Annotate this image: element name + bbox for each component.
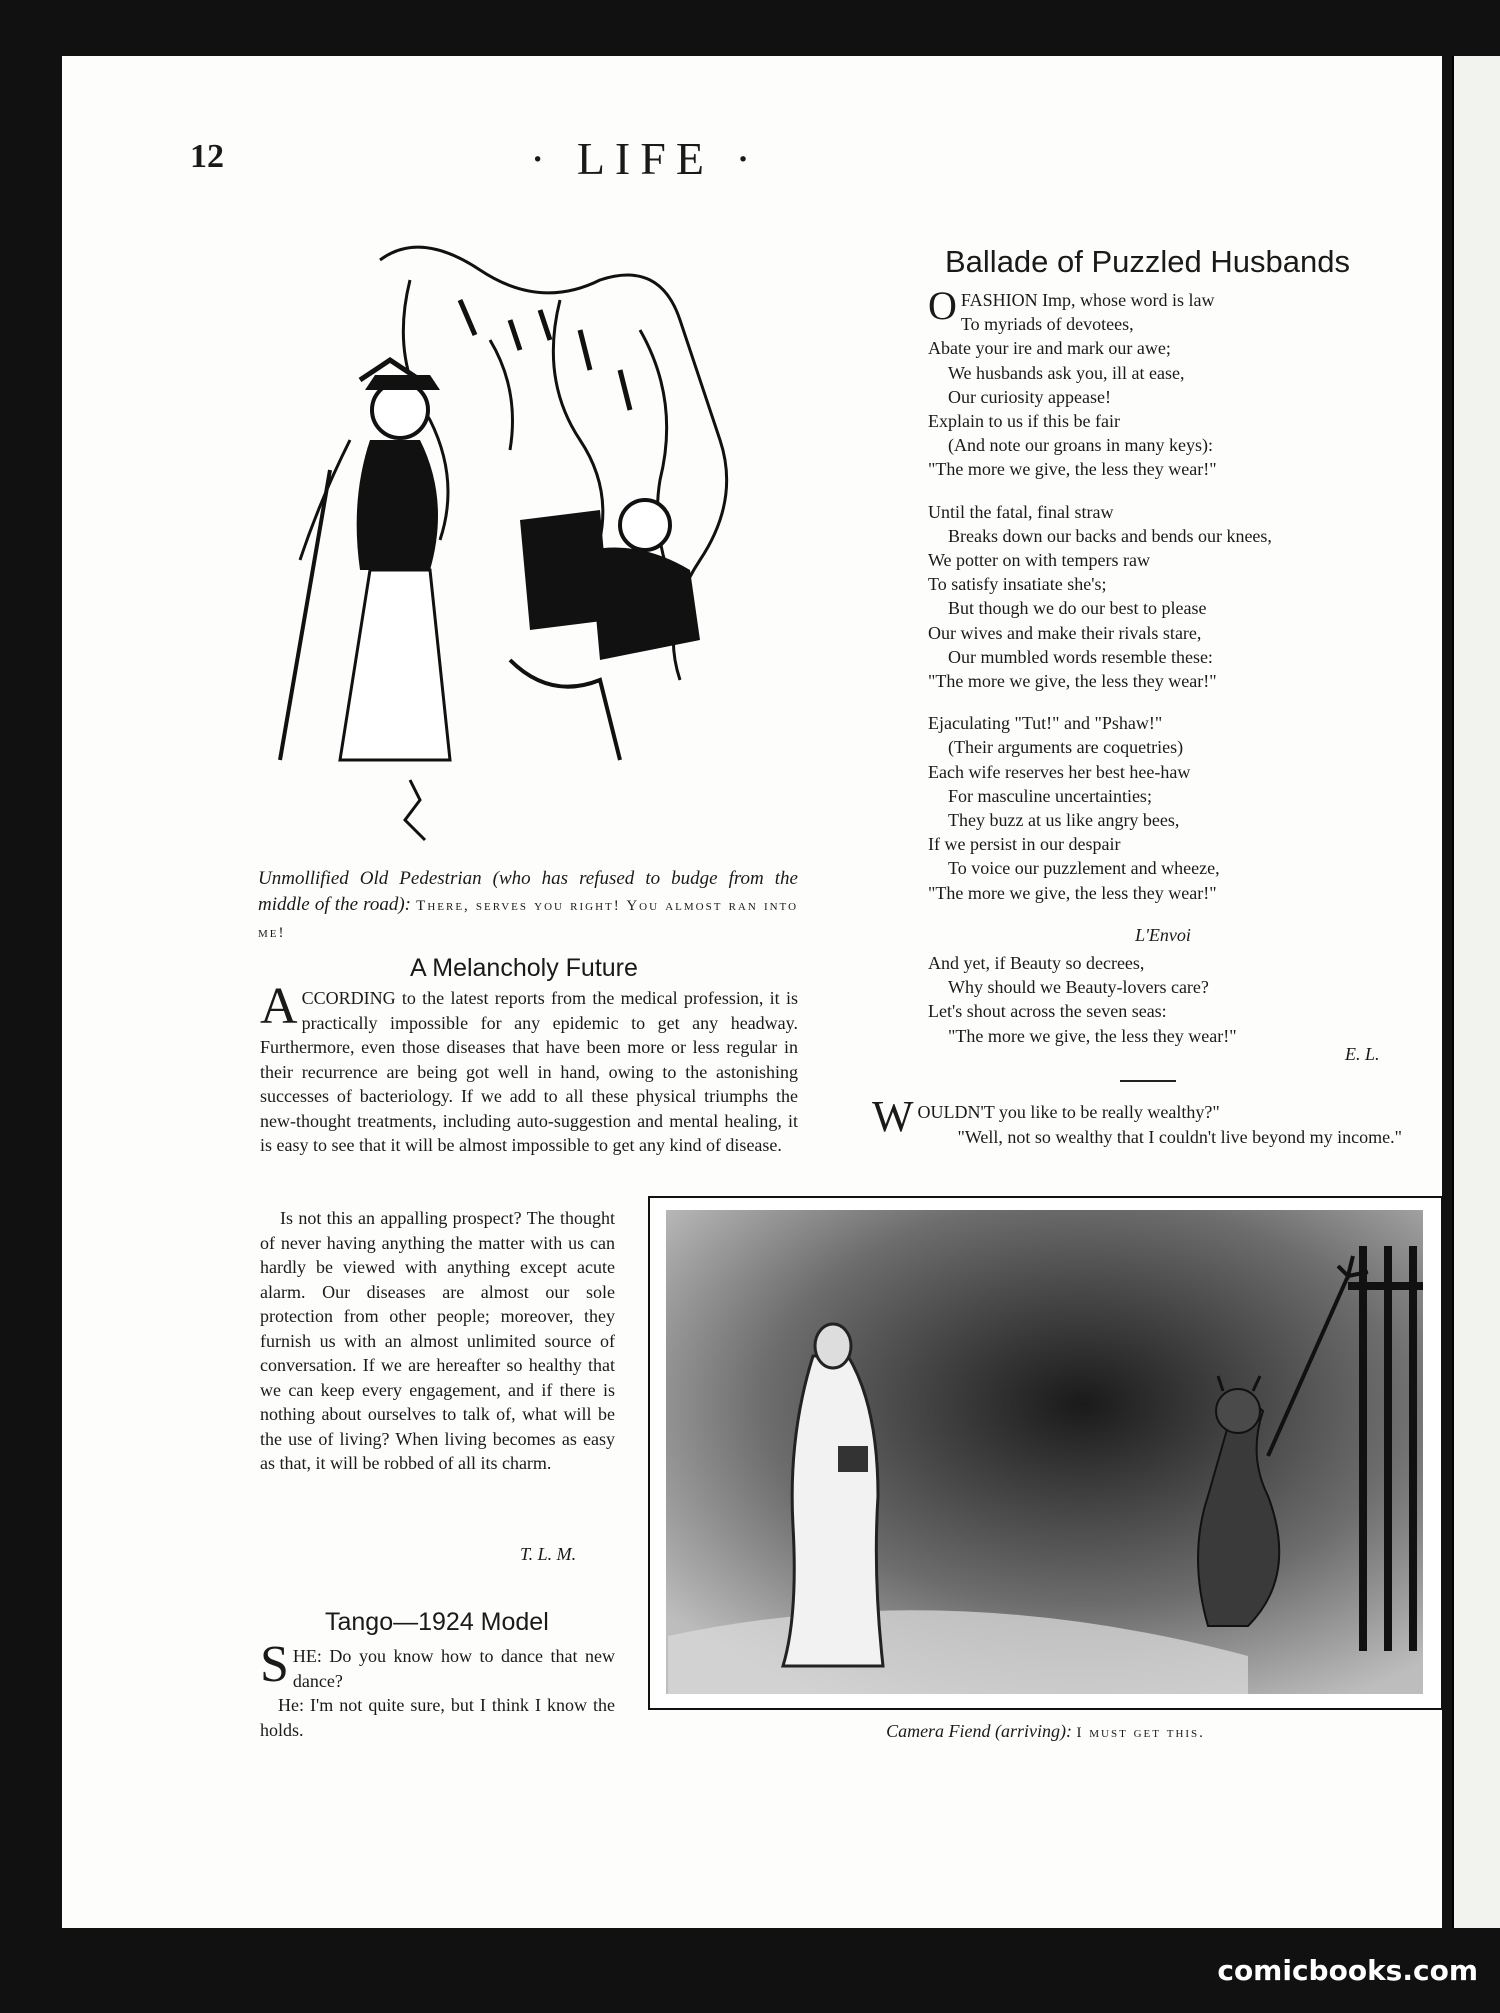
- stanza-2: [928, 500, 1398, 694]
- caption-speech: There, serves you right! You almost ran into me!: [258, 898, 799, 941]
- poem-line: (And note our groans in many keys):: [948, 435, 1213, 456]
- ballade-signature: E. L.: [1345, 1044, 1380, 1064]
- site-watermark: comicbooks.com: [1217, 1954, 1478, 1987]
- poem-line: We husbands ask you, ill at ease,: [948, 362, 1185, 383]
- melancholy-body-2: Is not this an appalling prospect? The thought of never having anything the matter with us can hardly be viewed with anything except acute alarm. Our diseases are almost our sole protection from other people; moreover, they furnish us with an almost unlimited source of conversation. If we are hereafter so healthy that we can keep every engagement, and if there is nothing about ourselves to talk of, what will be the use of living? When living becomes as easy as that, it will be robbed of all its charm.: [260, 1208, 615, 1473]
- wealthy-joke: [872, 1092, 1412, 1149]
- poem-line: And yet, if Beauty so decrees,: [928, 953, 1145, 974]
- poem-line: To voice our puzzlement and wheeze,: [948, 858, 1220, 879]
- caption-speaker: Camera Fiend (arriving):: [886, 1721, 1073, 1741]
- poem-line: Each wife reserves her best hee-haw: [928, 761, 1191, 782]
- ballade-title: Ballade of Puzzled Husbands: [945, 244, 1350, 279]
- pedestrian-cartoon-caption: [258, 866, 798, 946]
- envoi: [928, 951, 1398, 1048]
- drop-cap: A: [260, 978, 298, 1035]
- poem-line: Our wives and make their rivals stare,: [928, 622, 1202, 643]
- poem-line: Our curiosity appease!: [948, 386, 1111, 407]
- camera-fiend-cartoon-illustration: [648, 1196, 1443, 1710]
- poem-line: "The more we give, the less they wear!": [928, 671, 1217, 692]
- poem-line: To satisfy insatiate she's;: [928, 574, 1107, 595]
- poem-line: FASHION Imp, whose word is law: [960, 290, 1215, 310]
- poem-line: To myriads of devotees,: [960, 314, 1134, 335]
- ballade-poem: [928, 283, 1398, 1048]
- tango-line-2: He: I'm not quite sure, but I think I know the holds.: [260, 1695, 615, 1740]
- poem-line: "The more we give, the less they wear!": [928, 459, 1217, 480]
- envoi-title: L'Envoi: [1135, 924, 1191, 945]
- poem-line: Abate your ire and mark our awe;: [928, 338, 1171, 359]
- facing-page-edge: [1452, 56, 1500, 1928]
- stanza-1: [928, 283, 1398, 482]
- poem-line: Ejaculating "Tut!" and "Pshaw!": [928, 713, 1163, 734]
- section-divider: [1120, 1080, 1176, 1082]
- poem-line: If we persist in our despair: [928, 834, 1121, 855]
- poem-line: Until the fatal, final straw: [928, 501, 1114, 522]
- poem-line: Breaks down our backs and bends our knees,: [948, 525, 1272, 546]
- poem-line: But though we do our best to please: [948, 598, 1207, 619]
- poem-line: (Their arguments are coquetries): [948, 737, 1184, 758]
- melancholy-title: A Melancholy Future: [410, 954, 638, 982]
- page-number: 12: [190, 138, 224, 175]
- poem-line: Let's shout across the seven seas:: [928, 1001, 1167, 1022]
- poem-line: Why should we Beauty-lovers care?: [948, 977, 1209, 998]
- drop-cap: O: [928, 283, 957, 328]
- poem-line: "The more we give, the less they wear!": [928, 882, 1217, 903]
- wealthy-question: OULDN'T you like to be really wealthy?": [917, 1102, 1220, 1122]
- poem-line: Explain to us if this be fair: [928, 411, 1120, 432]
- tango-line-1: HE: Do you know how to dance that new dance?: [292, 1646, 615, 1691]
- tango-title: Tango—1924 Model: [325, 1608, 549, 1636]
- pedestrian-cartoon-illustration: [260, 240, 800, 860]
- drop-cap: W: [872, 1092, 914, 1141]
- caption-speech: I must get this.: [1076, 1725, 1205, 1741]
- poem-line: We potter on with tempers raw: [928, 550, 1150, 571]
- melancholy-paragraph-2: [260, 1206, 615, 1476]
- poem-line: For masculine uncertainties;: [948, 785, 1152, 806]
- masthead: · LIFE ·: [530, 133, 761, 184]
- poem-line: "The more we give, the less they wear!": [948, 1025, 1237, 1046]
- poem-line: They buzz at us like angry bees,: [948, 810, 1180, 831]
- tango-dialogue: [260, 1636, 615, 1742]
- drop-cap: S: [260, 1636, 289, 1693]
- wealthy-answer: "Well, not so wealthy that I couldn't live beyond my income.": [957, 1126, 1402, 1147]
- caption-speaker: Unmollified Old Pedestrian (who has refused to budge from the middle of the road):: [258, 868, 798, 915]
- melancholy-body-1: CCORDING to the latest reports from the medical profession, it is practically impossible for any epidemic to get any headway. Furthermore, even those diseases that have been more or less regular in their recurrence are being got well in hand, owing to the astonishing successes of bacteriology. If we add to all these physical triumphs the new-thought treatments, including auto-suggestion and mental healing, it is easy to see that it will be almost impossible to get any kind of disease.: [260, 988, 798, 1155]
- melancholy-paragraph-1: [260, 978, 798, 1158]
- melancholy-signature: T. L. M.: [520, 1544, 577, 1564]
- camera-fiend-caption: [648, 1718, 1443, 1746]
- poem-line: Our mumbled words resemble these:: [948, 646, 1213, 667]
- stanza-3: [928, 711, 1398, 905]
